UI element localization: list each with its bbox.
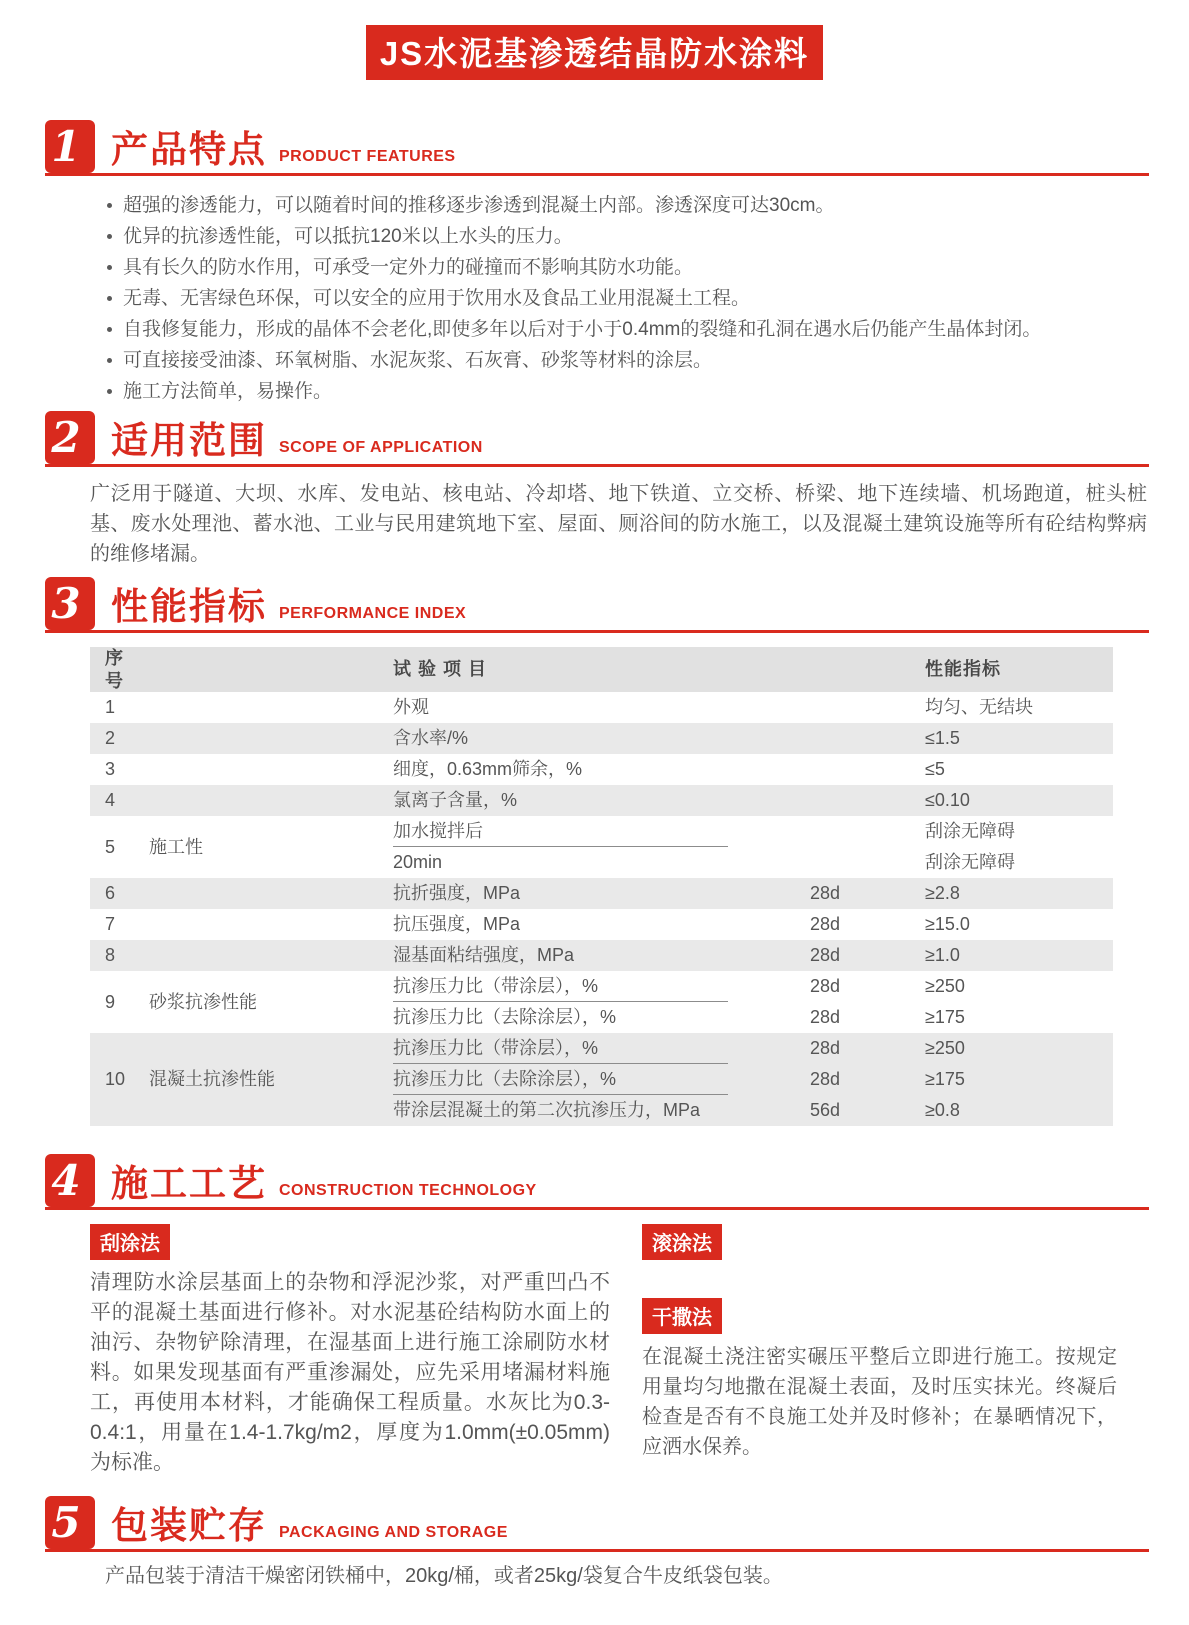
cell-test-item: 抗渗压力比（去除涂层），% <box>393 1007 617 1028</box>
cell-age: 28d <box>810 883 841 904</box>
table-header-item: 试 验 项 目 <box>393 659 488 680</box>
cell-category <box>145 878 390 909</box>
cell-test-item: 细度，0.63mm筛余，% <box>393 759 583 780</box>
cell-category <box>145 785 390 816</box>
cell-age: 28d <box>810 1007 841 1028</box>
cell-index-value: 刮涂无障碍 <box>925 821 1015 842</box>
cell-category <box>145 909 390 940</box>
scrape-method-column <box>90 1224 610 1478</box>
cell-seq: 8 <box>105 945 116 966</box>
table-row <box>90 692 1113 723</box>
cell-index-value: ≤0.10 <box>925 790 970 811</box>
roll-dry-method-column <box>642 1224 1117 1478</box>
section-subtitle-construction: CONSTRUCTION TECHNOLOGY <box>279 1182 537 1199</box>
dry-scatter-badge: 干撒法 <box>642 1298 722 1334</box>
table-row <box>90 909 1113 940</box>
packaging-paragraph: 产品包装于清洁干燥密闭铁桶中，20kg/桶，或者25kg/袋复合牛皮纸袋包装。 <box>105 1565 783 1587</box>
cell-test-item: 抗渗压力比（带涂层），% <box>390 971 800 1002</box>
feature-item: 具有长久的防水作用，可承受一定外力的碰撞而不影响其防水功能。 <box>105 252 1144 283</box>
scrape-method-text: 清理防水涂层基面上的杂物和浮泥沙浆，对严重凹凸不平的混凝土基面进行修补。对水泥基砼结构防水面上的油污、杂物铲除清理，在湿基面上进行施工涂刷防水材料。如果发现基面有严重渗漏处，应先采用堵漏材料施工，再使用本材料，才能确保工程质量。水灰比为0.3-0.4:1，用量在1.4-1.7kg/m2，厚度为1.0mm(±0.05mm)为标准。 <box>90 1271 610 1474</box>
cell-category: 砂浆抗渗性能 <box>149 991 257 1012</box>
roll-method-badge: 滚涂法 <box>642 1224 722 1260</box>
feature-item: 施工方法简单，易操作。 <box>105 376 1144 407</box>
cell-age: 28d <box>810 945 841 966</box>
section-subtitle-packaging: PACKAGING AND STORAGE <box>279 1524 508 1541</box>
table-row <box>90 878 1113 909</box>
features-list <box>105 190 1144 407</box>
table-header-category <box>145 647 390 692</box>
feature-item: 优异的抗渗透性能，可以抵抗120米以上水头的压力。 <box>105 221 1144 252</box>
product-title: JS水泥基渗透结晶防水涂料 <box>379 35 810 72</box>
performance-table <box>90 647 1113 1126</box>
table-row <box>90 940 1113 971</box>
construction-columns <box>90 1224 1149 1478</box>
cell-age: 28d <box>810 1038 841 1059</box>
cell-category <box>145 754 390 785</box>
section-title-scope: 适用范围 <box>111 420 267 461</box>
cell-index-value: 均匀、无结块 <box>925 697 1033 718</box>
section-title-performance: 性能指标 <box>111 586 267 627</box>
scrape-method-badge: 刮涂法 <box>90 1224 170 1260</box>
table-row <box>90 785 1113 816</box>
table-row <box>90 816 1113 878</box>
table-header-row <box>90 647 1113 692</box>
cell-index-value: ≥250 <box>925 1038 965 1059</box>
section-header-construction <box>45 1154 1149 1210</box>
cell-index-value: ≤5 <box>925 759 945 780</box>
table-header-age <box>800 647 920 692</box>
feature-item: 超强的渗透能力，可以随着时间的推移逐步渗透到混凝土内部。渗透深度可达30cm。 <box>105 190 1144 221</box>
feature-item: 自我修复能力，形成的晶体不会老化,即使多年以后对于小于0.4mm的裂缝和孔洞在遇水后仍能产生晶体封闭。 <box>105 314 1144 345</box>
feature-item: 可直接接受油漆、环氧树脂、水泥灰浆、石灰膏、砂浆等材料的涂层。 <box>105 345 1144 376</box>
cell-seq: 5 <box>105 836 116 857</box>
cell-test-item: 外观 <box>393 697 429 718</box>
cell-seq: 10 <box>105 1069 126 1090</box>
cell-index-value: 刮涂无障碍 <box>925 852 1015 873</box>
section-subtitle-features: PRODUCT FEATURES <box>279 148 456 165</box>
cell-test-item: 抗折强度，MPa <box>393 883 521 904</box>
cell-seq: 9 <box>105 991 116 1012</box>
cell-age: 56d <box>810 1100 841 1121</box>
cell-age <box>800 816 920 847</box>
section-number-1: 1 <box>45 120 95 173</box>
cell-age: 28d <box>810 976 841 997</box>
performance-table-body <box>90 692 1113 1126</box>
cell-seq: 7 <box>105 914 116 935</box>
section-number-3: 3 <box>45 577 95 630</box>
cell-index-value: ≥0.8 <box>925 1100 960 1121</box>
cell-index-value: ≥2.8 <box>925 883 960 904</box>
section-title-construction: 施工工艺 <box>111 1163 267 1204</box>
cell-test-item: 氯离子含量，% <box>393 790 518 811</box>
cell-index-value: ≥1.0 <box>925 945 960 966</box>
cell-test-item: 湿基面粘结强度，MPa <box>393 945 575 966</box>
section-number-5: 5 <box>45 1496 95 1549</box>
cell-seq: 3 <box>105 759 116 780</box>
cell-index-value: ≥250 <box>925 976 965 997</box>
section-header-packaging <box>45 1496 1149 1552</box>
table-row <box>90 754 1113 785</box>
cell-index-value: ≥175 <box>925 1007 965 1028</box>
cell-seq: 2 <box>105 728 116 749</box>
cell-age <box>800 723 920 754</box>
cell-index-value: ≥175 <box>925 1069 965 1090</box>
cell-seq: 4 <box>105 790 116 811</box>
section-number-2: 2 <box>45 411 95 464</box>
page <box>0 25 1189 1590</box>
section-subtitle-performance: PERFORMANCE INDEX <box>279 605 467 622</box>
cell-test-item: 带涂层混凝土的第二次抗渗压力，MPa <box>393 1100 701 1121</box>
cell-category <box>145 692 390 723</box>
section-header-scope <box>45 411 1149 467</box>
table-row <box>90 1033 1113 1126</box>
feature-item: 无毒、无害绿色环保，可以安全的应用于饮用水及食品工业用混凝土工程。 <box>105 283 1144 314</box>
cell-age <box>800 847 920 878</box>
cell-test-item: 加水搅拌后 <box>390 816 800 847</box>
scope-paragraph: 广泛用于隧道、大坝、水库、发电站、核电站、冷却塔、地下铁道、立交桥、桥梁、地下连续墙、机场跑道，桩头桩基、废水处理池、蓄水池、工业与民用建筑地下室、屋面、厕浴间的防水施工，以及混凝土建筑设施等所有砼结构弊病的维修堵漏。 <box>90 483 1147 565</box>
table-header-seq: 序号 <box>105 648 124 691</box>
dry-scatter-text: 在混凝土浇注密实碾压平整后立即进行施工。按规定用量均匀地撒在混凝土表面，及时压实抹光。终凝后检查是否有不良施工处并及时修补；在暴晒情况下，应洒水保养。 <box>642 1346 1117 1458</box>
table-row <box>90 971 1113 1033</box>
cell-test-item: 抗渗压力比（带涂层），% <box>390 1033 800 1064</box>
cell-seq: 1 <box>105 697 116 718</box>
cell-age <box>800 754 920 785</box>
section-title-packaging: 包装贮存 <box>111 1505 267 1546</box>
cell-test-item: 20min <box>393 852 443 873</box>
section-subtitle-scope: SCOPE OF APPLICATION <box>279 439 483 456</box>
section-header-features <box>45 120 1149 176</box>
section-title-features: 产品特点 <box>111 129 267 170</box>
cell-category <box>145 940 390 971</box>
cell-age: 28d <box>810 914 841 935</box>
cell-test-item: 抗压强度，MPa <box>393 914 521 935</box>
section-number-4: 4 <box>45 1154 95 1207</box>
cell-category <box>145 723 390 754</box>
cell-index-value: ≤1.5 <box>925 728 960 749</box>
cell-age <box>800 785 920 816</box>
table-row <box>90 723 1113 754</box>
cell-age: 28d <box>810 1069 841 1090</box>
cell-seq: 6 <box>105 883 116 904</box>
cell-age <box>800 692 920 723</box>
cell-category: 混凝土抗渗性能 <box>149 1069 275 1090</box>
cell-test-item: 含水率/% <box>393 728 469 749</box>
product-title-banner <box>366 25 823 80</box>
cell-category: 施工性 <box>149 836 203 857</box>
cell-index-value: ≥15.0 <box>925 914 970 935</box>
section-header-performance <box>45 577 1149 633</box>
cell-test-item: 抗渗压力比（去除涂层），% <box>390 1064 800 1095</box>
table-header-index: 性能指标 <box>925 659 1001 680</box>
